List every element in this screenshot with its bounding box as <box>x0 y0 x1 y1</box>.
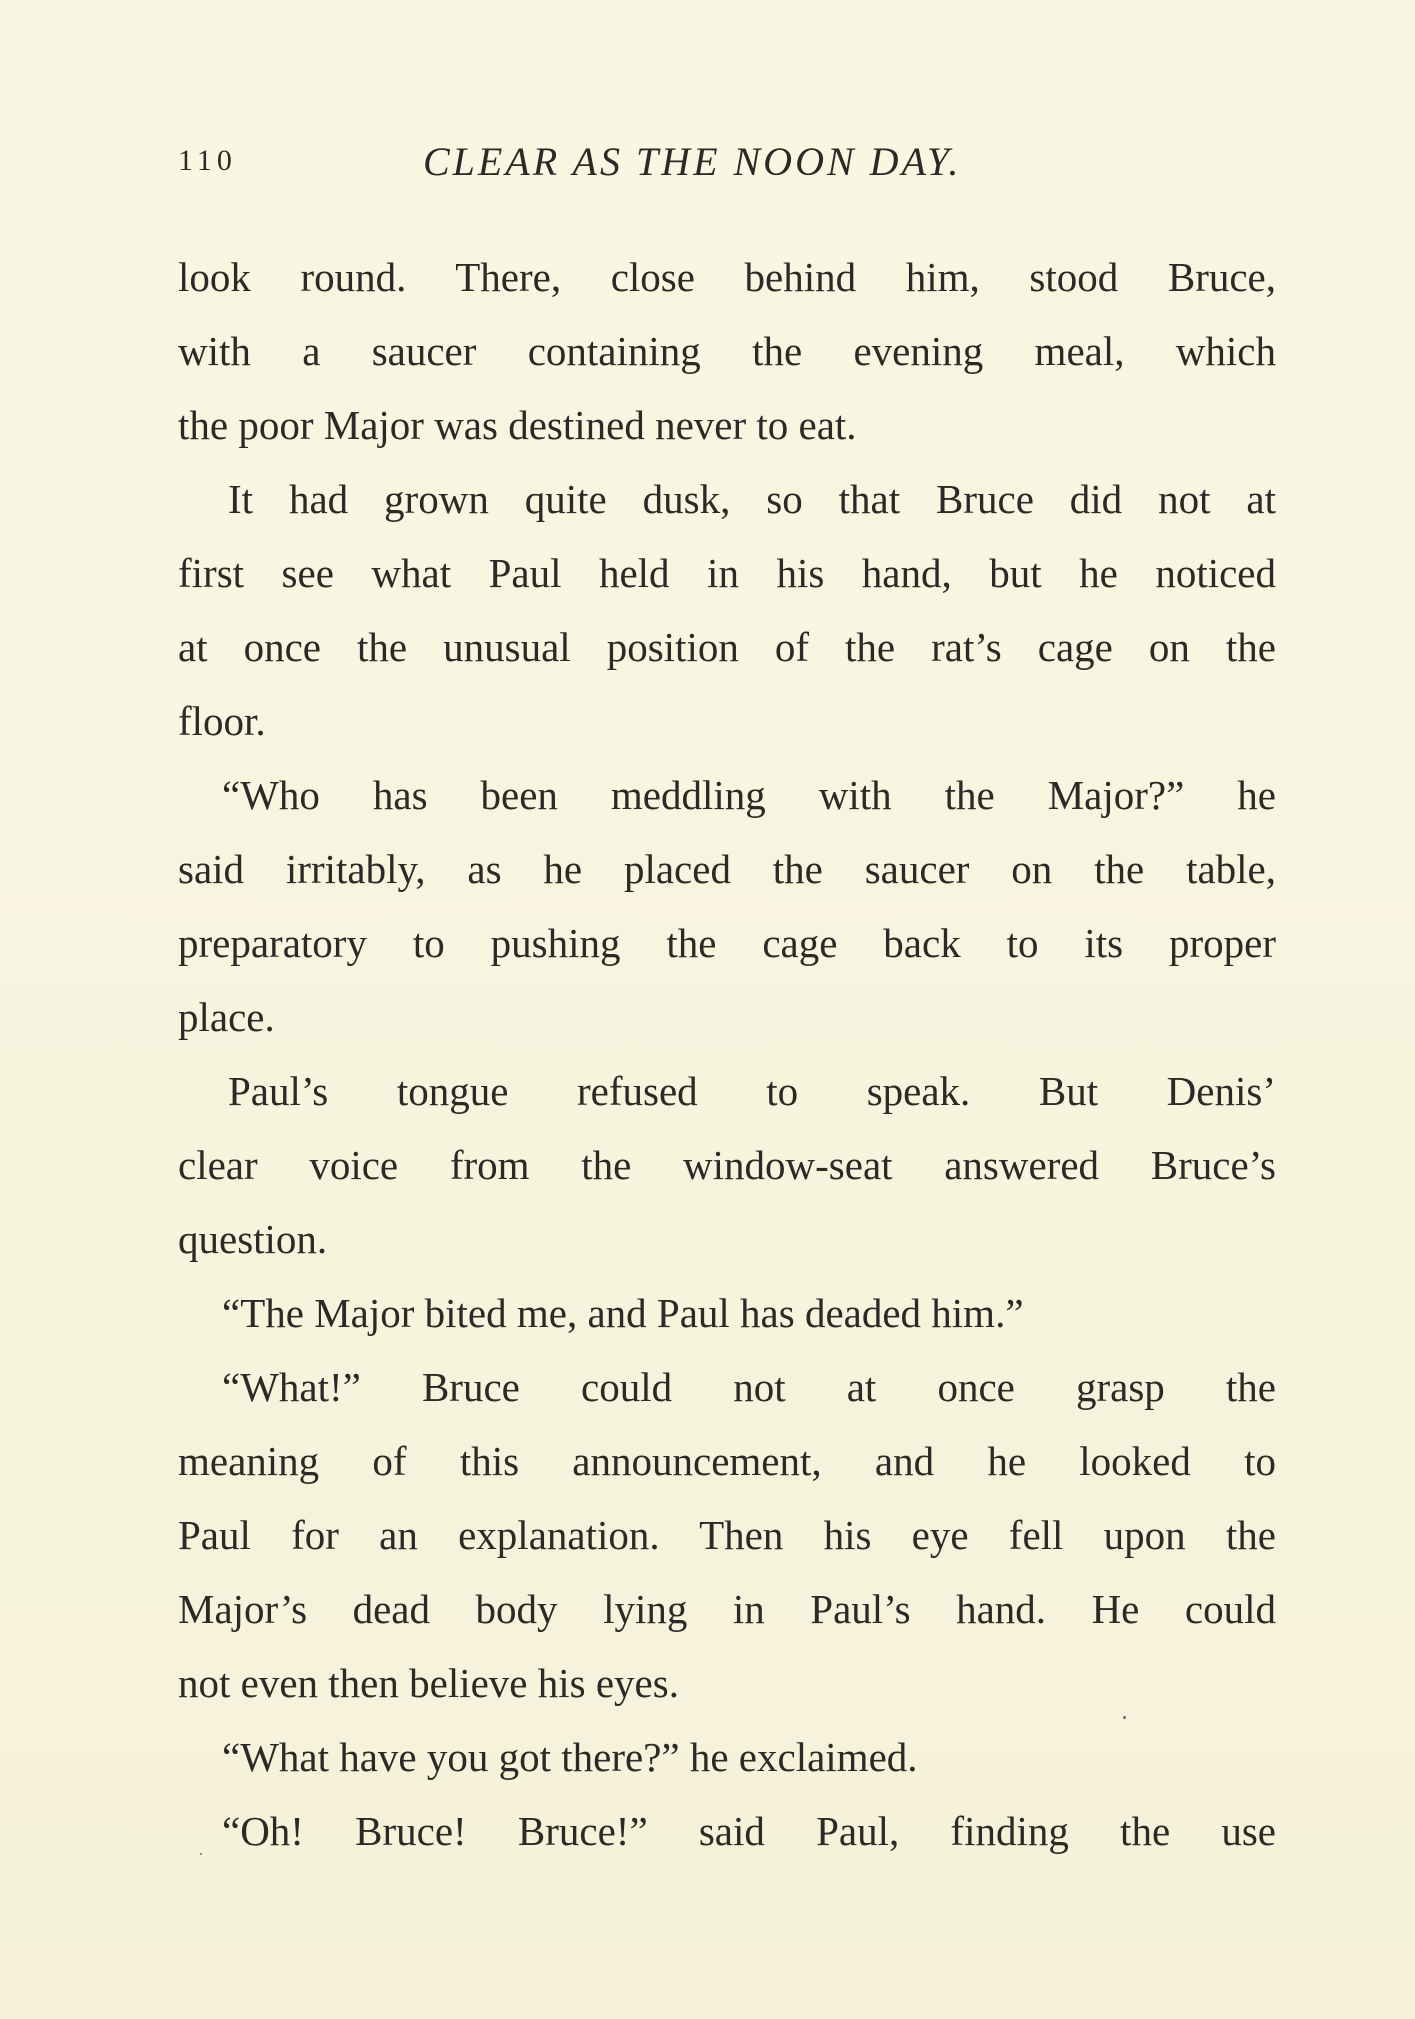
text-line: place. <box>178 994 275 1040</box>
text-line: Paul for an explanation. Then his eye fell upon the <box>178 1512 1276 1558</box>
text-line: “Who has been meddling with the Major?” he <box>222 772 1276 818</box>
text-line: with a saucer containing the evening meal, which <box>178 328 1276 374</box>
text-line: Major’s dead body lying in Paul’s hand. He could <box>178 1586 1276 1632</box>
text-line: said irritably, as he placed the saucer on the table, <box>178 846 1276 892</box>
text-line: the poor Major was destined never to eat. <box>178 402 857 448</box>
text-line: meaning of this announcement, and he looked to <box>178 1438 1276 1484</box>
text-line: floor. <box>178 698 266 744</box>
body-text <box>178 240 1276 1868</box>
running-title: CLEAR AS THE NOON DAY. <box>423 139 962 184</box>
paper-speck <box>1123 1716 1126 1719</box>
text-line: first see what Paul held in his hand, but he noticed <box>178 550 1276 596</box>
text-line: “Oh! Bruce! Bruce!” said Paul, finding the use <box>222 1808 1276 1854</box>
text-line: It had grown quite dusk, so that Bruce did not at <box>228 476 1276 522</box>
text-line: Paul’s tongue refused to speak. But Denis’ <box>228 1068 1276 1114</box>
page-number: 110 <box>178 144 237 177</box>
text-line: “What have you got there?” he exclaimed. <box>222 1734 918 1780</box>
running-head <box>178 138 1278 188</box>
text-line: “The Major bited me, and Paul has deaded him.” <box>222 1290 1024 1336</box>
text-line: look round. There, close behind him, stood Bruce, <box>178 254 1276 300</box>
text-line: not even then believe his eyes. <box>178 1660 679 1706</box>
text-line: clear voice from the window-seat answered Bruce’s <box>178 1142 1276 1188</box>
paper-speck <box>200 1853 202 1855</box>
text-line: at once the unusual position of the rat’s cage on the <box>178 624 1276 670</box>
text-line: “What!” Bruce could not at once grasp the <box>222 1364 1276 1410</box>
text-line: preparatory to pushing the cage back to its proper <box>178 920 1276 966</box>
text-line: question. <box>178 1216 328 1262</box>
